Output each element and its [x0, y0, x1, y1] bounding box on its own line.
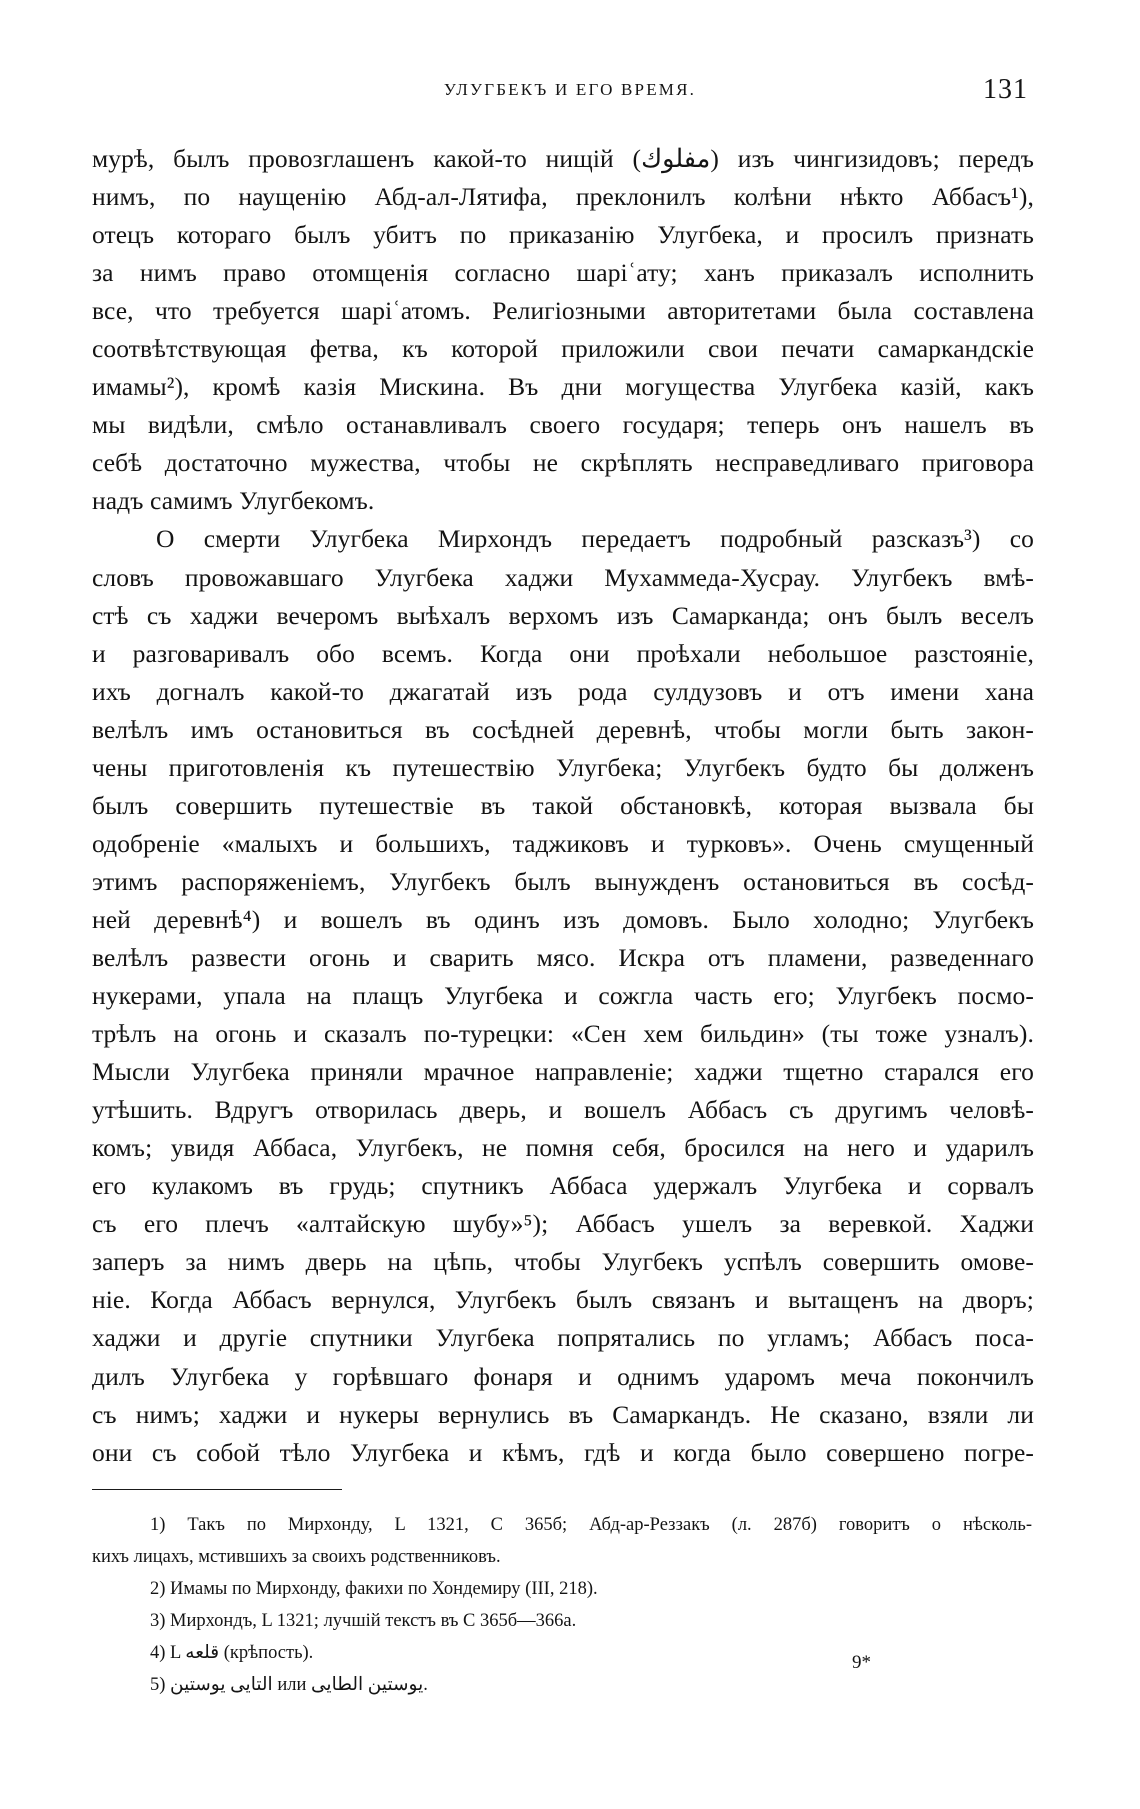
- text-line: съ нимъ; хаджи и нукеры вернулись въ Самаркандъ. Не сказано, взяли ли: [92, 1399, 1034, 1429]
- running-header: [0, 74, 1140, 114]
- main-text: [92, 140, 1034, 1472]
- text-line: мы видѣли, смѣло останавливалъ своего государя; теперь онъ нашелъ въ: [92, 410, 1034, 440]
- text-line: все, что требуется шаріʿатомъ. Религіозными авторитетами была составлена: [92, 296, 1034, 326]
- text-line: велѣлъ имъ остановиться въ сосѣдней деревнѣ, чтобы могли быть закон-: [92, 714, 1034, 744]
- text-line: комъ; увидя Аббаса, Улугбекъ, не помня себя, бросился на него и ударилъ: [92, 1133, 1034, 1163]
- text-line: и разговаривалъ обо всемъ. Когда они проѣхали небольшое разстояніе,: [92, 638, 1034, 668]
- text-line: соотвѣтствующая фетва, къ которой приложили свои печати самаркандскіе: [92, 334, 1034, 364]
- footnotes: [92, 1509, 1032, 1701]
- text-line: Мысли Улугбека приняли мрачное направленіе; хаджи тщетно старался его: [92, 1057, 1034, 1087]
- text-line: имамы²), кромѣ казія Мискина. Въ дни могущества Улугбека казій, какъ: [92, 372, 1034, 402]
- footnote-2: 2) Имамы по Мирхонду, факихи по Хондемиру (III, 218).: [150, 1579, 598, 1599]
- text-line: нукерами, упала на плащъ Улугбека и сожгла часть его; Улугбекъ посмо-: [92, 981, 1034, 1011]
- text-line: одобреніе «малыхъ и большихъ, таджиковъ и турковъ». Очень смущенный: [92, 828, 1034, 858]
- paragraph-end-line: надъ самимъ Улугбекомъ.: [92, 486, 375, 516]
- text-line: этимъ распоряженіемъ, Улугбекъ былъ вынужденъ остановиться въ сосѣд-: [92, 866, 1034, 896]
- text-line: съ его плечъ «алтайскую шубу»⁵); Аббасъ ушелъ за веревкой. Хаджи: [92, 1209, 1034, 1239]
- text-line: ніе. Когда Аббасъ вернулся, Улугбекъ былъ связанъ и вытащенъ на дворъ;: [92, 1285, 1034, 1315]
- text-line: трѣлъ на огонь и сказалъ по-турецки: «Сен хем бильдин» (ты тоже узналъ).: [92, 1019, 1034, 1049]
- text-line: утѣшить. Вдругъ отворилась дверь, и вошелъ Аббасъ съ другимъ человѣ-: [92, 1095, 1034, 1125]
- footnote-5: 5) التايى يوستين или يوستين الطايى.: [150, 1675, 428, 1695]
- text-line: себѣ достаточно мужества, чтобы не скрѣплять несправедливаго приговора: [92, 448, 1034, 478]
- footnote-divider: [92, 1489, 342, 1490]
- text-line: заперъ за нимъ дверь на цѣпь, чтобы Улугбекъ успѣлъ совершить омове-: [92, 1247, 1034, 1277]
- footnote-3: 3) Мирхондъ, L 1321; лучшій текстъ въ C 365б—366а.: [150, 1611, 577, 1631]
- text-line: дилъ Улугбека у горѣвшаго фонаря и однимъ ударомъ меча покончилъ: [92, 1361, 1034, 1391]
- text-line: нимъ, по наущенію Абд-ал-Лятифа, преклонилъ колѣни нѣкто Аббасъ¹),: [92, 182, 1034, 212]
- text-line: ихъ догналъ какой-то джагатай изъ рода сулдузовъ и отъ имени хана: [92, 676, 1034, 706]
- text-line: велѣлъ развести огонь и сварить мясо. Искра отъ пламени, разведеннаго: [92, 942, 1034, 972]
- text-line: хаджи и другіе спутники Улугбека попрятались по угламъ; Аббасъ поса-: [92, 1323, 1034, 1353]
- text-line: ней деревнѣ⁴) и вошелъ въ одинъ изъ домовъ. Было холодно; Улугбекъ: [92, 904, 1034, 934]
- text-line: былъ совершить путешествіе въ такой обстановкѣ, которая вызвала бы: [92, 790, 1034, 820]
- footnote-1-continued: кихъ лицахъ, мстившихъ за своихъ родственниковъ.: [92, 1547, 501, 1567]
- footnote-1: 1) Такъ по Мирхонду, L 1321, C 365б; Абд-ар-Реззакъ (л. 287б) говоритъ о нѣсколь-: [150, 1515, 1032, 1535]
- text-line: словъ провожавшаго Улугбека хаджи Мухаммеда-Хусрау. Улугбекъ вмѣ-: [92, 562, 1034, 592]
- text-line: они съ собой тѣло Улугбека и кѣмъ, гдѣ и когда было совершено погре-: [92, 1437, 1034, 1467]
- text-line: за нимъ право отомщенія согласно шаріʿату; ханъ приказалъ исполнить: [92, 258, 1034, 288]
- printer-signature-mark: 9*: [852, 1652, 871, 1673]
- text-line: его кулакомъ въ грудь; спутникъ Аббаса удержалъ Улугбека и сорвалъ: [92, 1171, 1034, 1201]
- text-line: мурѣ, былъ провозглашенъ какой-то нищій (مفلوك) изъ чингизидовъ; передъ: [92, 144, 1034, 173]
- running-title: УЛУГБЕКЪ И ЕГО ВРЕМЯ.: [443, 80, 697, 99]
- paragraph-start-line: О смерти Улугбека Мирхондъ передаетъ подробный разсказъ³) со: [156, 524, 1034, 554]
- text-line: стѣ съ хаджи вечеромъ выѣхалъ верхомъ изъ Самарканда; онъ былъ веселъ: [92, 600, 1034, 630]
- text-line: отецъ котораго былъ убитъ по приказанію Улугбека, и просилъ признать: [92, 220, 1034, 250]
- text-line: чены приготовленія къ путешествію Улугбека; Улугбекъ будто бы долженъ: [92, 752, 1034, 782]
- page-number: 131: [983, 74, 1028, 105]
- footnote-4: 4) L قلعه (крѣпость).: [150, 1643, 314, 1663]
